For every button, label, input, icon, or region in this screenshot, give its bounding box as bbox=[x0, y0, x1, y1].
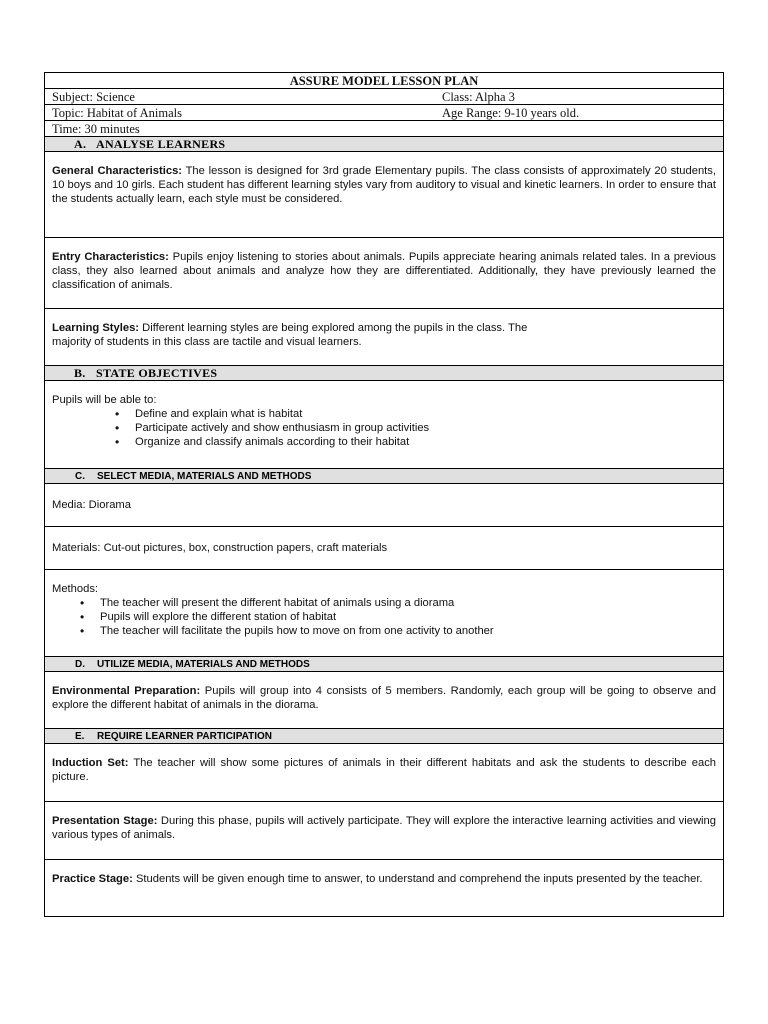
meta-row-topic bbox=[45, 105, 723, 121]
general-characteristics-text: The lesson is designed for 3rd grade Elementary pupils. The class consists of approximately 20 students, 10 boys and 10 girls. Each student has different learning styles vary from auditory to visual and kinetic learners. In order to ensure that the students actually learn, each style must be considered. bbox=[52, 165, 716, 205]
learning-styles-text-line2: majority of students in this class are tactile and visual learners. bbox=[52, 336, 362, 348]
section-letter: E. bbox=[75, 731, 85, 742]
section-title: ANALYSE LEARNERS bbox=[96, 137, 226, 151]
practice-stage-label: Practice Stage: bbox=[52, 873, 133, 885]
presentation-stage-text: During this phase, pupils will actively participate. They will explore the interactive learning activities and viewing various types of animals. bbox=[52, 815, 716, 841]
section-letter: B. bbox=[74, 366, 86, 380]
environmental-preparation-cell bbox=[45, 672, 723, 729]
section-header-analyse-learners bbox=[45, 137, 723, 152]
list-item: • Define and explain what is habitat bbox=[135, 407, 716, 421]
section-header-state-objectives bbox=[45, 366, 723, 381]
presentation-stage-label: Presentation Stage: bbox=[52, 815, 158, 827]
entry-characteristics-text: Pupils enjoy listening to stories about animals. Pupils appreciate hearing animals related tales. In a previous class, they also learned about animals and analyze how they are differentiated. Additionally, they have previously learned the classification of animals. bbox=[52, 251, 716, 291]
document-title: ASSURE MODEL LESSON PLAN bbox=[45, 73, 723, 89]
section-title: UTILIZE MEDIA, MATERIALS AND METHODS bbox=[97, 659, 310, 670]
practice-stage-cell bbox=[45, 860, 723, 916]
learning-styles-cell bbox=[45, 309, 723, 366]
presentation-stage-cell bbox=[45, 802, 723, 860]
list-item: • Organize and classify animals according to their habitat bbox=[135, 435, 716, 449]
section-letter: A. bbox=[74, 137, 87, 151]
environmental-preparation-text: Pupils will group into 4 consists of 5 members. Randomly, each group will be going to observe and explore the different habitat of animals in the diorama. bbox=[52, 685, 716, 711]
list-item: • The teacher will present the different habitat of animals using a diorama bbox=[100, 596, 716, 610]
age-range-field: Age Range: 9-10 years old. bbox=[442, 106, 580, 120]
media-cell bbox=[45, 484, 723, 527]
objectives-cell bbox=[45, 381, 723, 469]
methods-label: Methods: bbox=[52, 583, 99, 595]
general-characteristics-cell bbox=[45, 152, 723, 238]
class-field: Class: Alpha 3 bbox=[442, 90, 515, 104]
materials-text: Materials: Cut-out pictures, box, construction papers, craft materials bbox=[52, 542, 388, 554]
objectives-intro: Pupils will be able to: bbox=[52, 394, 157, 406]
section-header-require-participation bbox=[45, 729, 723, 744]
materials-cell bbox=[45, 527, 723, 570]
induction-set-text: The teacher will show some pictures of animals in their different habitats and ask the students to describe each picture. bbox=[52, 757, 717, 783]
lesson-plan-table bbox=[44, 72, 724, 917]
entry-characteristics-cell bbox=[45, 238, 723, 309]
meta-row-subject bbox=[45, 89, 723, 105]
section-title: REQUIRE LEARNER PARTICIPATION bbox=[97, 731, 273, 742]
environmental-preparation-label: Environmental Preparation: bbox=[52, 685, 201, 697]
entry-characteristics-label: Entry Characteristics: bbox=[52, 251, 169, 263]
time-field: Time: 30 minutes bbox=[52, 122, 140, 136]
section-header-utilize-media bbox=[45, 657, 723, 672]
practice-stage-text: Students will be given enough time to answer, to understand and comprehend the inputs presented by the teacher. bbox=[132, 873, 703, 885]
methods-cell bbox=[45, 570, 723, 657]
subject-field: Subject: Science bbox=[52, 90, 135, 104]
section-letter: C. bbox=[75, 471, 85, 482]
meta-row-time bbox=[45, 121, 723, 137]
induction-set-cell bbox=[45, 744, 723, 802]
list-item: • Pupils will explore the different station of habitat bbox=[100, 610, 716, 624]
media-text: Media: Diorama bbox=[52, 499, 131, 511]
objectives-list bbox=[135, 407, 716, 449]
learning-styles-text: Different learning styles are being explored among the pupils in the class. The bbox=[139, 322, 528, 334]
section-title: STATE OBJECTIVES bbox=[96, 366, 218, 380]
section-letter: D. bbox=[75, 659, 85, 670]
induction-set-label: Induction Set: bbox=[52, 757, 129, 769]
list-item: • Participate actively and show enthusiasm in group activities bbox=[135, 421, 716, 435]
general-characteristics-label: General Characteristics: bbox=[52, 165, 183, 177]
section-title: SELECT MEDIA, MATERIALS AND METHODS bbox=[97, 471, 312, 482]
topic-field: Topic: Habitat of Animals bbox=[52, 106, 183, 120]
learning-styles-label: Learning Styles: bbox=[52, 322, 140, 334]
methods-list bbox=[100, 596, 716, 638]
section-header-select-media bbox=[45, 469, 723, 484]
list-item: • The teacher will facilitate the pupils how to move on from one activity to another bbox=[100, 624, 716, 638]
